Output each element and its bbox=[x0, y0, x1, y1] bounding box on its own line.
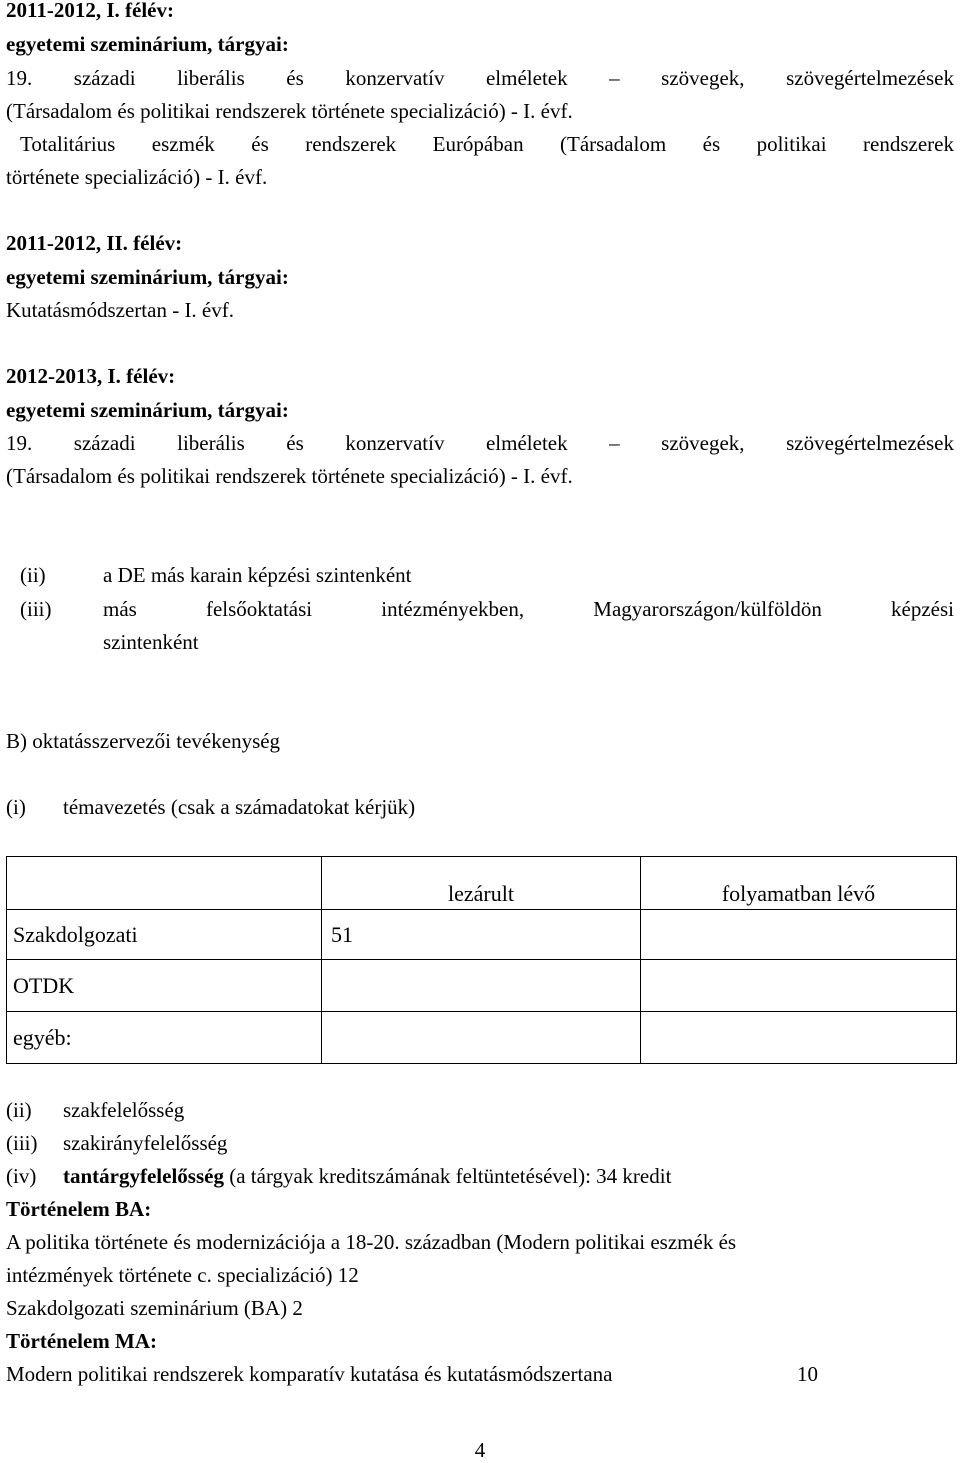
supervision-table bbox=[6, 856, 957, 1064]
seminar-subheading: egyetemi szeminárium, tárgyai: bbox=[6, 265, 289, 289]
seminar-subheading: egyetemi szeminárium, tárgyai: bbox=[6, 398, 289, 422]
column-header-lezarult: lezárult bbox=[322, 857, 641, 910]
course-line: A politika története és modernizációja a 18-20. században (Modern politikai eszmék és bbox=[6, 1230, 737, 1254]
section-title: B) oktatásszervezői tevékenység bbox=[6, 729, 281, 753]
program-heading: Történelem BA: bbox=[6, 1197, 152, 1221]
list-text: szakfelelősség bbox=[63, 1098, 185, 1122]
list-label: (ii) bbox=[20, 563, 46, 587]
list-text: témavezetés (csak a számadatokat kérjük) bbox=[63, 795, 416, 819]
folyamatban-cell bbox=[641, 910, 957, 960]
lezarult-cell bbox=[322, 960, 641, 1012]
course-line: Szakdolgozati szeminárium (BA) 2 bbox=[6, 1296, 303, 1320]
row-label: Szakdolgozati bbox=[13, 921, 138, 947]
course-line: 19. századi liberális és konzervatív elméletek – szövegek, szövegértelmezések bbox=[6, 66, 954, 90]
row-label-cell bbox=[7, 960, 322, 1012]
list-label: (i) bbox=[6, 795, 26, 819]
folyamatban-cell bbox=[641, 960, 957, 1012]
row-label-cell bbox=[7, 910, 353, 960]
list-label: (iii) bbox=[6, 1131, 38, 1155]
program-heading: Történelem MA: bbox=[6, 1329, 158, 1353]
row-label-cell bbox=[7, 1012, 322, 1064]
lezarult-cell bbox=[322, 910, 641, 960]
course-line: Kutatásmódszertan - I. évf. bbox=[6, 298, 234, 322]
row-label: OTDK bbox=[13, 972, 75, 998]
credit-value: 10 bbox=[797, 1362, 818, 1386]
bold-term: tantárgyfelelősség bbox=[63, 1164, 224, 1188]
list-label: (ii) bbox=[6, 1098, 32, 1122]
column-header-folyamatban: folyamatban lévő bbox=[641, 857, 957, 910]
course-line: intézmények története c. specializáció) 12 bbox=[6, 1263, 359, 1287]
course-line: 19. századi liberális és konzervatív elméletek – szövegek, szövegértelmezések bbox=[6, 431, 954, 455]
list-text bbox=[63, 1163, 671, 1189]
folyamatban-cell bbox=[641, 1012, 957, 1064]
page-number: 4 bbox=[474, 1438, 486, 1462]
table-row bbox=[7, 910, 957, 960]
table-corner-cell bbox=[7, 857, 322, 910]
semester-heading: 2012-2013, I. félév: bbox=[6, 364, 176, 388]
course-line: története specializáció) - I. évf. bbox=[6, 165, 268, 189]
seminar-subheading: egyetemi szeminárium, tárgyai: bbox=[6, 32, 289, 56]
course-line: Modern politikai rendszerek komparatív kutatása és kutatásmódszertana bbox=[6, 1362, 613, 1386]
list-text: a DE más karain képzési szintenként bbox=[103, 563, 412, 587]
table-row bbox=[7, 960, 957, 1012]
row-count: 51 bbox=[331, 922, 353, 947]
table-row bbox=[7, 1012, 957, 1064]
list-text: más felsőoktatási intézményekben, Magyarországon/külföldön képzési bbox=[103, 597, 954, 621]
list-text: szintenként bbox=[103, 630, 199, 654]
semester-heading: 2011-2012, II. félév: bbox=[6, 231, 183, 255]
course-line: (Társadalom és politikai rendszerek története specializáció) - I. évf. bbox=[6, 99, 573, 123]
list-label: (iv) bbox=[6, 1164, 37, 1188]
semester-heading: 2011-2012, I. félév: bbox=[6, 0, 174, 22]
lezarult-cell bbox=[322, 1012, 641, 1064]
list-text: szakirányfelelősség bbox=[63, 1131, 228, 1155]
row-label: egyéb: bbox=[13, 1024, 72, 1050]
list-label: (iii) bbox=[20, 597, 52, 621]
course-line: (Társadalom és politikai rendszerek története specializáció) - I. évf. bbox=[6, 464, 573, 488]
course-line: Totalitárius eszmék és rendszerek Európában (Társadalom és politikai rendszerek bbox=[20, 132, 954, 156]
item-rest: (a tárgyak kreditszámának feltüntetésével): 34 kredit bbox=[229, 1164, 672, 1188]
